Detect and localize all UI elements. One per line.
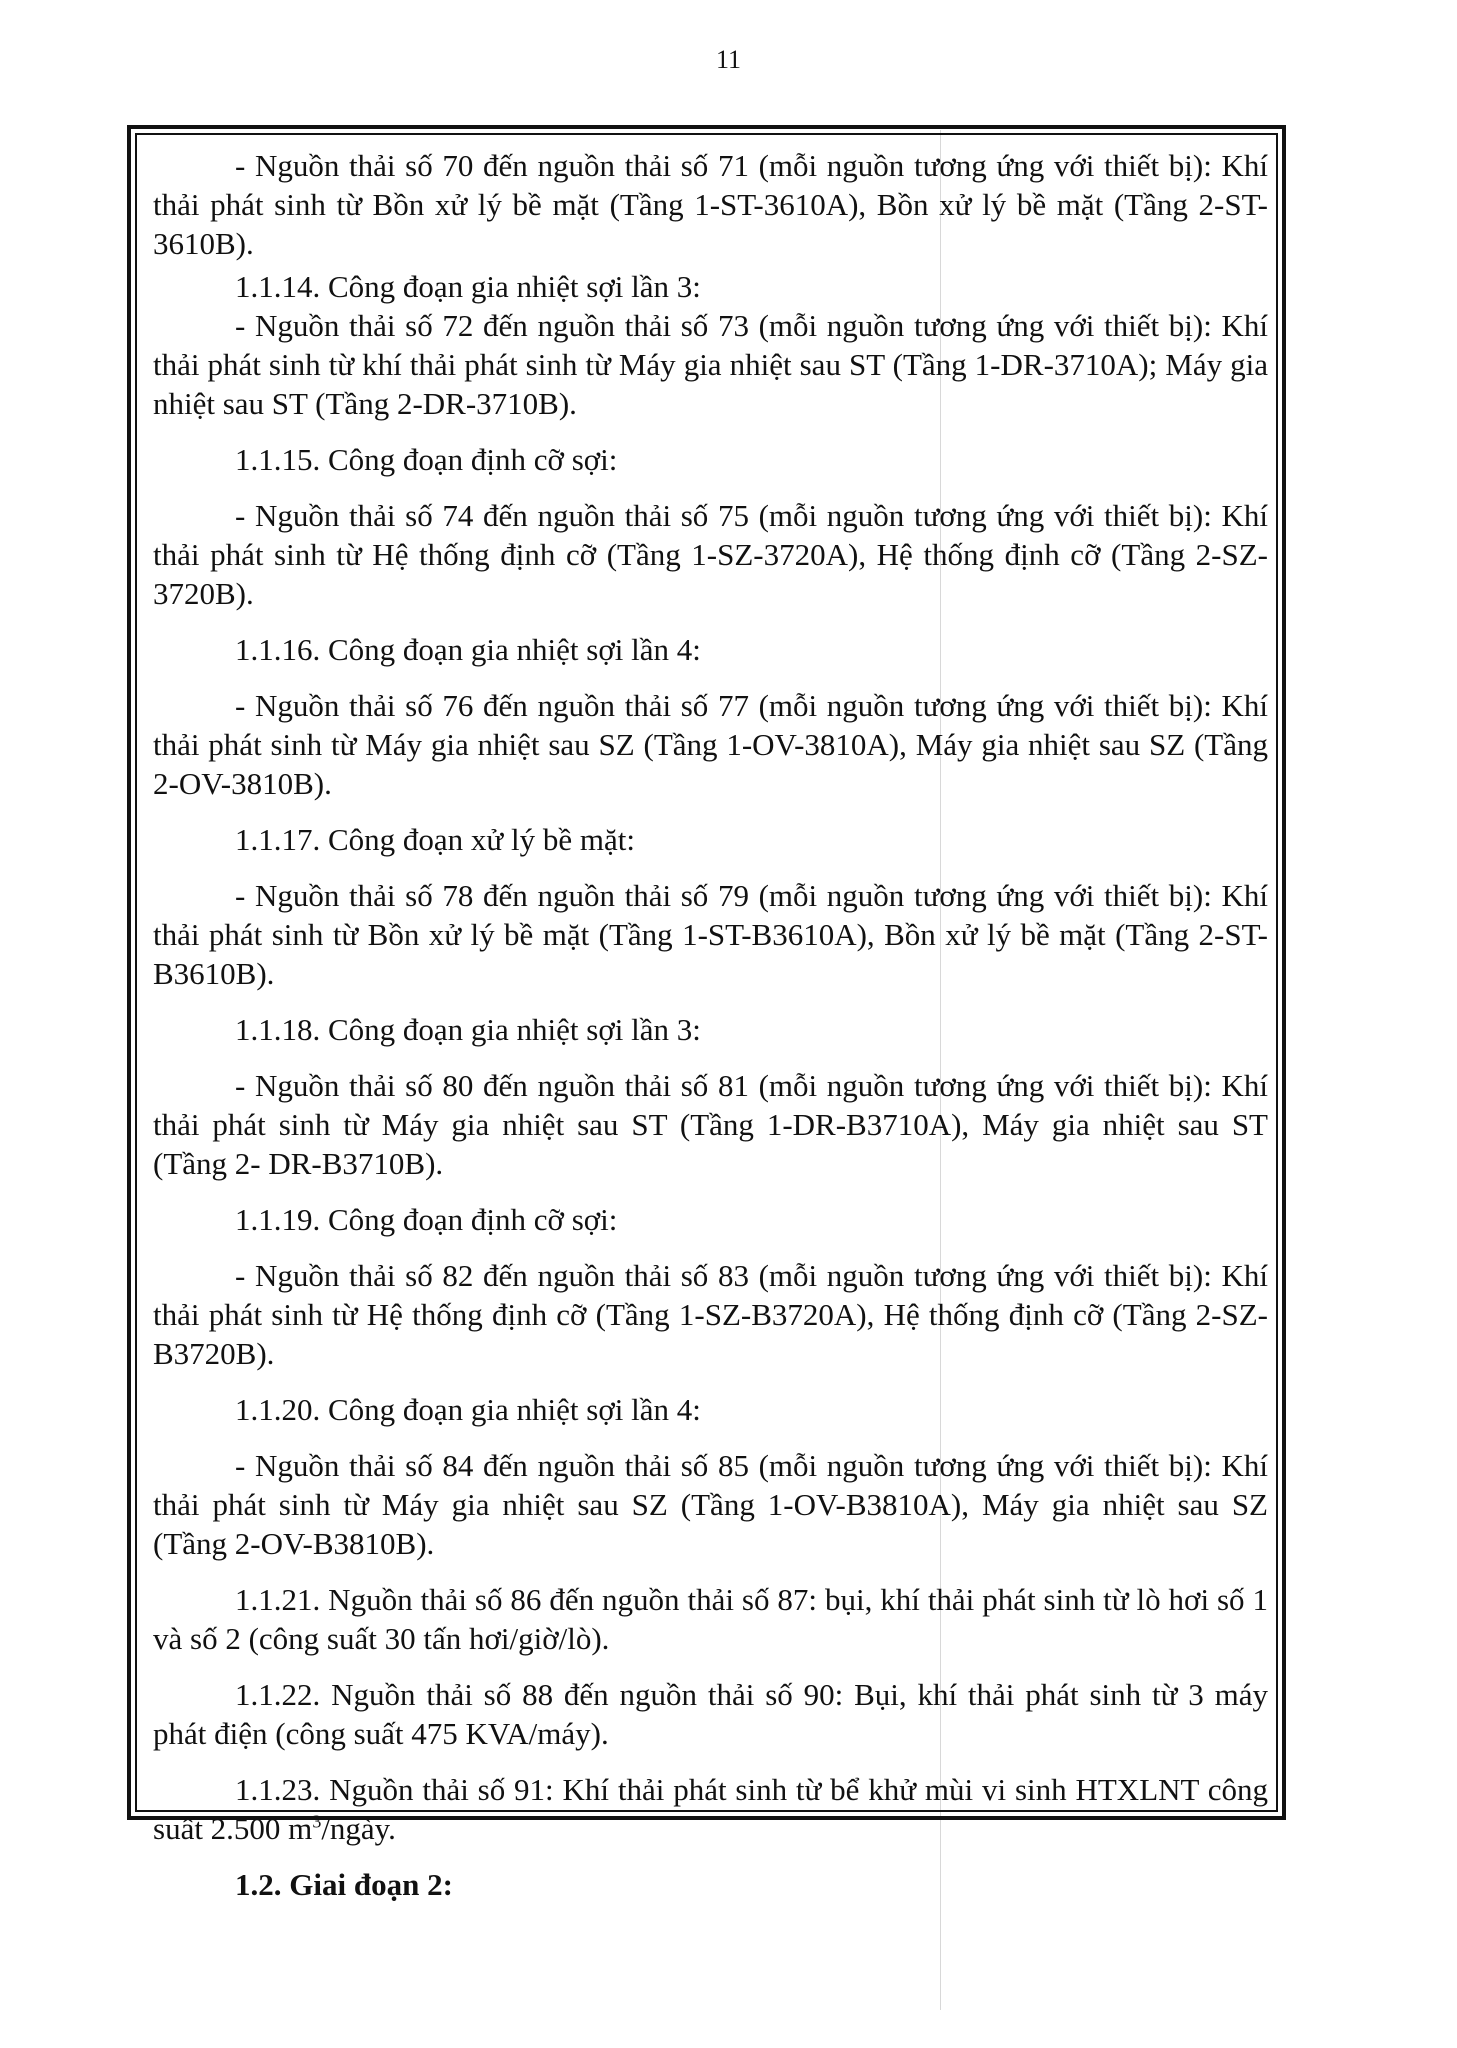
page-number: 11	[715, 45, 742, 74]
paragraph-source-80-81: - Nguồn thải số 80 đến nguồn thải số 81 (mỗi nguồn tương ứng với thiết bị): Khí thải phát sinh từ Máy gia nhiệt sau ST (Tầng 1-DR-B3710A), Máy gia nhiệt sau ST (Tầng 2- DR-B3710B).	[153, 1068, 1268, 1181]
superscript-cubed: 3	[312, 1811, 322, 1832]
paragraph-source-72-73: - Nguồn thải số 72 đến nguồn thải số 73 (mỗi nguồn tương ứng với thiết bị): Khí thải phát sinh từ khí thải phát sinh từ Máy gia nhiệt sau ST (Tầng 1-DR-3710A); Máy gia nhiệt sau ST (Tầng 2-DR-3710B).	[153, 308, 1268, 421]
paragraph-1-1-23-text: 1.1.23. Nguồn thải số 91: Khí thải phát sinh từ bể khử mùi vi sinh HTXLNT công suất 2.500 m	[153, 1772, 1268, 1846]
paragraph-source-82-83: - Nguồn thải số 82 đến nguồn thải số 83 (mỗi nguồn tương ứng với thiết bị): Khí thải phát sinh từ Hệ thống định cỡ (Tầng 1-SZ-B3720A), Hệ thống định cỡ (Tầng 2-SZ-B3720B).	[153, 1258, 1268, 1371]
heading-1-1-15: 1.1.15. Công đoạn định cỡ sợi:	[235, 442, 618, 477]
heading-1-1-14: 1.1.14. Công đoạn gia nhiệt sợi lần 3:	[235, 269, 701, 304]
paragraph-1-1-23-unit: /ngày.	[321, 1811, 396, 1846]
paragraph-1-1-22: 1.1.22. Nguồn thải số 88 đến nguồn thải số 90: Bụi, khí thải phát sinh từ 3 máy phát điện (công suất 475 KVA/máy).	[153, 1677, 1268, 1751]
heading-1-1-20: 1.1.20. Công đoạn gia nhiệt sợi lần 4:	[235, 1392, 701, 1427]
paragraph-1-1-23	[153, 1770, 1268, 1848]
paragraph-source-76-77: - Nguồn thải số 76 đến nguồn thải số 77 (mỗi nguồn tương ứng với thiết bị): Khí thải phát sinh từ Máy gia nhiệt sau SZ (Tầng 1-OV-3810A), Máy gia nhiệt sau SZ (Tầng 2-OV-3810B).	[153, 688, 1268, 801]
heading-1-1-16: 1.1.16. Công đoạn gia nhiệt sợi lần 4:	[235, 632, 701, 667]
heading-1-1-17: 1.1.17. Công đoạn xử lý bề mặt:	[235, 822, 635, 857]
paragraph-source-84-85: - Nguồn thải số 84 đến nguồn thải số 85 (mỗi nguồn tương ứng với thiết bị): Khí thải phát sinh từ Máy gia nhiệt sau SZ (Tầng 1-OV-B3810A), Máy gia nhiệt sau SZ (Tầng 2-OV-B3810B).	[153, 1448, 1268, 1561]
document-body	[153, 146, 1268, 1904]
section-heading-1-2: 1.2. Giai đoạn 2:	[235, 1867, 453, 1902]
paragraph-source-70-71: - Nguồn thải số 70 đến nguồn thải số 71 (mỗi nguồn tương ứng với thiết bị): Khí thải phát sinh từ Bồn xử lý bề mặt (Tầng 1-ST-3610A), Bồn xử lý bề mặt (Tầng 2-ST-3610B).	[153, 148, 1268, 261]
paragraph-source-78-79: - Nguồn thải số 78 đến nguồn thải số 79 (mỗi nguồn tương ứng với thiết bị): Khí thải phát sinh từ Bồn xử lý bề mặt (Tầng 1-ST-B3610A), Bồn xử lý bề mặt (Tầng 2-ST-B3610B).	[153, 878, 1268, 991]
paragraph-1-1-21: 1.1.21. Nguồn thải số 86 đến nguồn thải số 87: bụi, khí thải phát sinh từ lò hơi số 1 và số 2 (công suất 30 tấn hơi/giờ/lò).	[153, 1582, 1268, 1656]
heading-1-1-19: 1.1.19. Công đoạn định cỡ sợi:	[235, 1202, 618, 1237]
heading-1-1-18: 1.1.18. Công đoạn gia nhiệt sợi lần 3:	[235, 1012, 701, 1047]
paragraph-source-74-75: - Nguồn thải số 74 đến nguồn thải số 75 (mỗi nguồn tương ứng với thiết bị): Khí thải phát sinh từ Hệ thống định cỡ (Tầng 1-SZ-3720A), Hệ thống định cỡ (Tầng 2-SZ-3720B).	[153, 498, 1268, 611]
